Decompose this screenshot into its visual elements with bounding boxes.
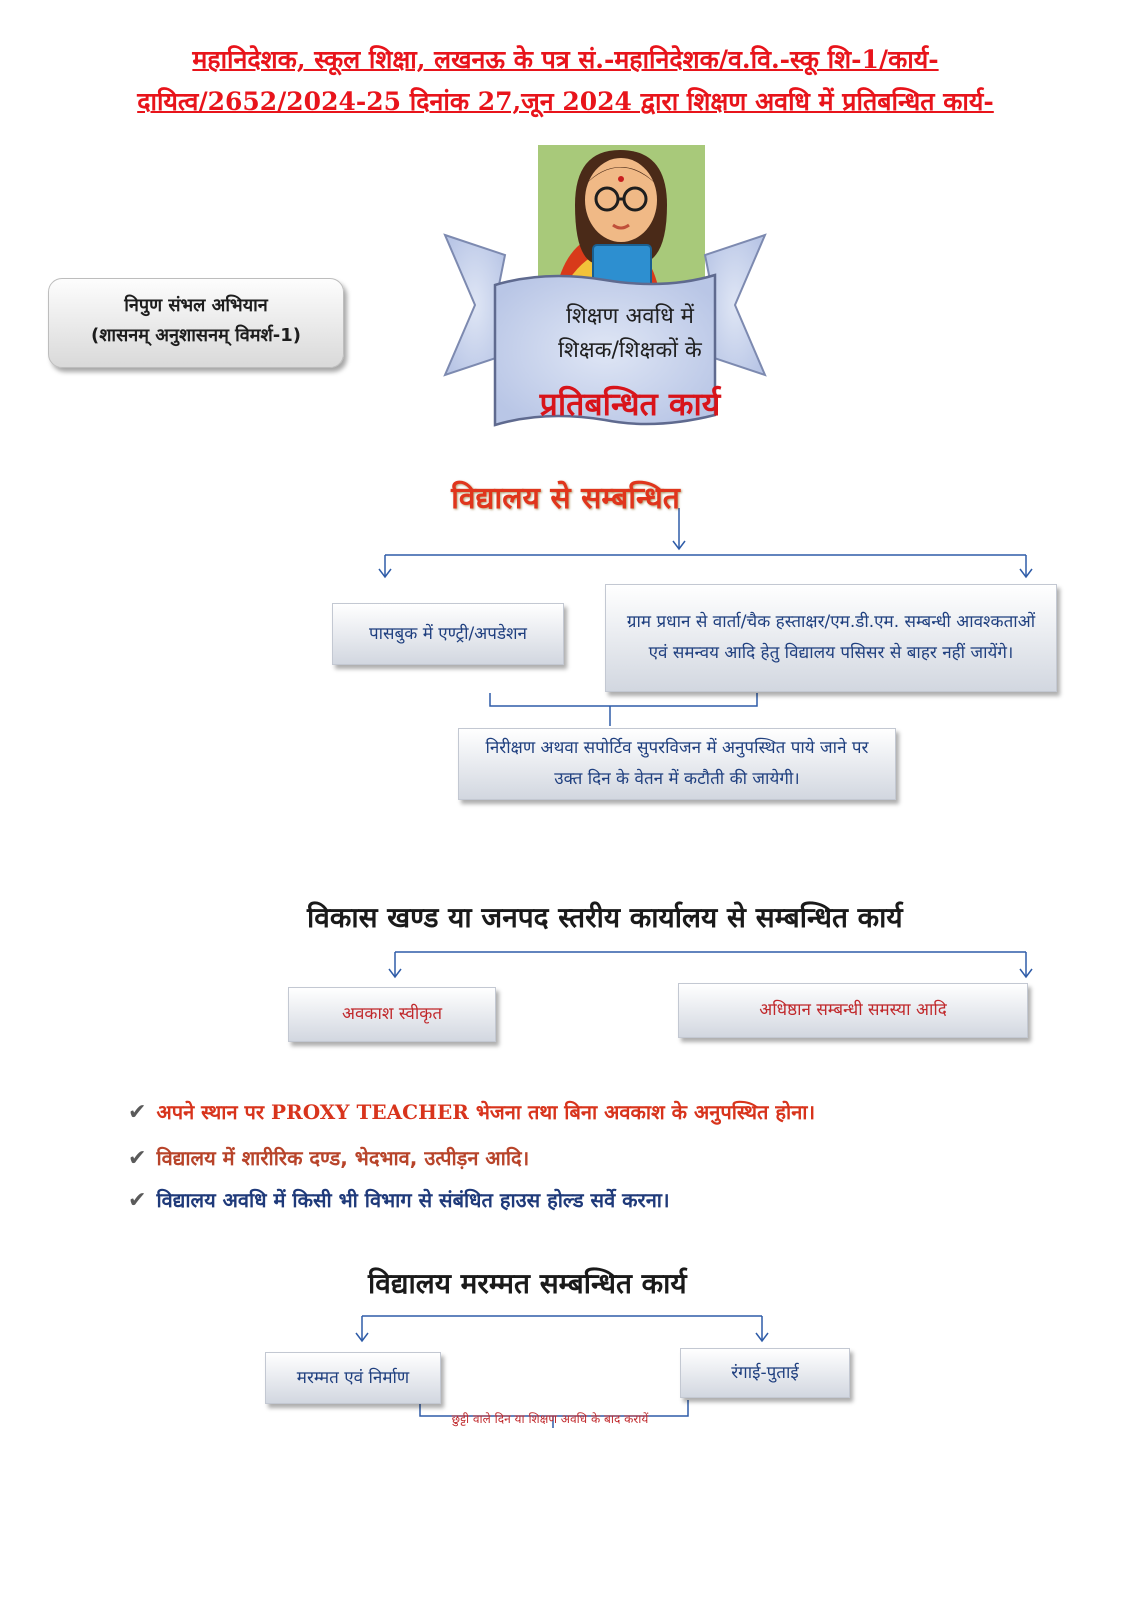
repair-timing-note: छुट्टी वाले दिन या शिक्षण अवधि के बाद करायें <box>451 1412 649 1426</box>
painting-card-text: रंगाई-पुताई <box>731 1362 799 1383</box>
establishment-card-text: अधिष्ठान सम्बन्धी समस्या आदि <box>759 1000 947 1020</box>
checklist-item-1 <box>128 1098 815 1125</box>
proxy-teacher-text: PROXY TEACHER <box>271 1100 469 1124</box>
pradhan-card-text: ग्राम प्रधान से वार्ता/चैक हस्ताक्षर/एम.डी.एम. सम्बन्धी आवश्कताओं एवं समन्वय आदि हेतु विद्यालय पसिसर से बाहर नहीं जायेंगे। <box>626 612 1036 663</box>
header-line-1: महानिदेशक, स्कूल शिक्षा, लखनऊ के पत्र सं.-महानिदेशक/व.वि.-स्कू शि-1/कार्य- <box>192 45 939 74</box>
inspection-card-text: निरीक्षण अथवा सपोर्टिव सुपरविजन में अनुपस्थित पाये जाने पर उक्त दिन के वेतन में कटौती की जायेगी। <box>485 738 869 789</box>
header-line-2: दायित्व/2652/2024-25 दिनांक 27,जून 2024 द्वारा शिक्षण अवधि में प्रतिबन्धित कार्य- <box>137 87 994 116</box>
repair-section-title: विद्यालय मरम्मत सम्बन्धित कार्य <box>368 1267 687 1300</box>
leave-card-text: अवकाश स्वीकृत <box>341 1004 443 1024</box>
office-section-title: विकास खण्ड या जनपद स्तरीय कार्यालय से सम्बन्धित कार्य <box>307 901 903 934</box>
pradhan-card <box>605 584 1057 692</box>
inspection-card <box>458 728 896 800</box>
banner-line-1: शिक्षण अवधि में <box>566 304 694 329</box>
leave-card <box>288 987 496 1042</box>
repair-card <box>265 1352 441 1404</box>
passbook-card-text: पासबुक में एण्ट्री/अपडेशन <box>368 623 527 644</box>
campaign-subtitle: (शासनम् अनुशासनम् विमर्श-1) <box>90 325 302 346</box>
checklist-item-2-text: विद्यालय में शारीरिक दण्ड, भेदभाव, उत्पीड़न आदि। <box>156 1146 530 1170</box>
banner-title: प्रतिबन्धित कार्य <box>539 385 721 423</box>
repair-card-text: मरम्मत एवं निर्माण <box>296 1367 410 1388</box>
checklist-item-3 <box>128 1186 670 1213</box>
checklist-item-2 <box>128 1144 529 1171</box>
school-section-title: विद्यालय से सम्बन्धित <box>451 481 680 516</box>
campaign-name: निपुण संभल अभियान <box>124 295 268 316</box>
checklist-item-1-post: भेजना तथा बिना अवकाश के अनुपस्थित होना। <box>468 1100 816 1124</box>
checklist-item-1-pre: अपने स्थान पर <box>156 1100 272 1124</box>
checklist-item-3-text: विद्यालय अवधि में किसी भी विभाग से संबंधित हाउस होल्ड सर्वे करना। <box>156 1188 670 1212</box>
check-icon: ✔ <box>128 1100 147 1125</box>
establishment-card <box>678 983 1028 1038</box>
painting-card <box>680 1348 850 1398</box>
passbook-card <box>332 603 564 665</box>
check-icon: ✔ <box>128 1188 147 1213</box>
banner-line-2: शिक्षक/शिक्षकों के <box>558 338 702 363</box>
check-icon: ✔ <box>128 1146 147 1171</box>
